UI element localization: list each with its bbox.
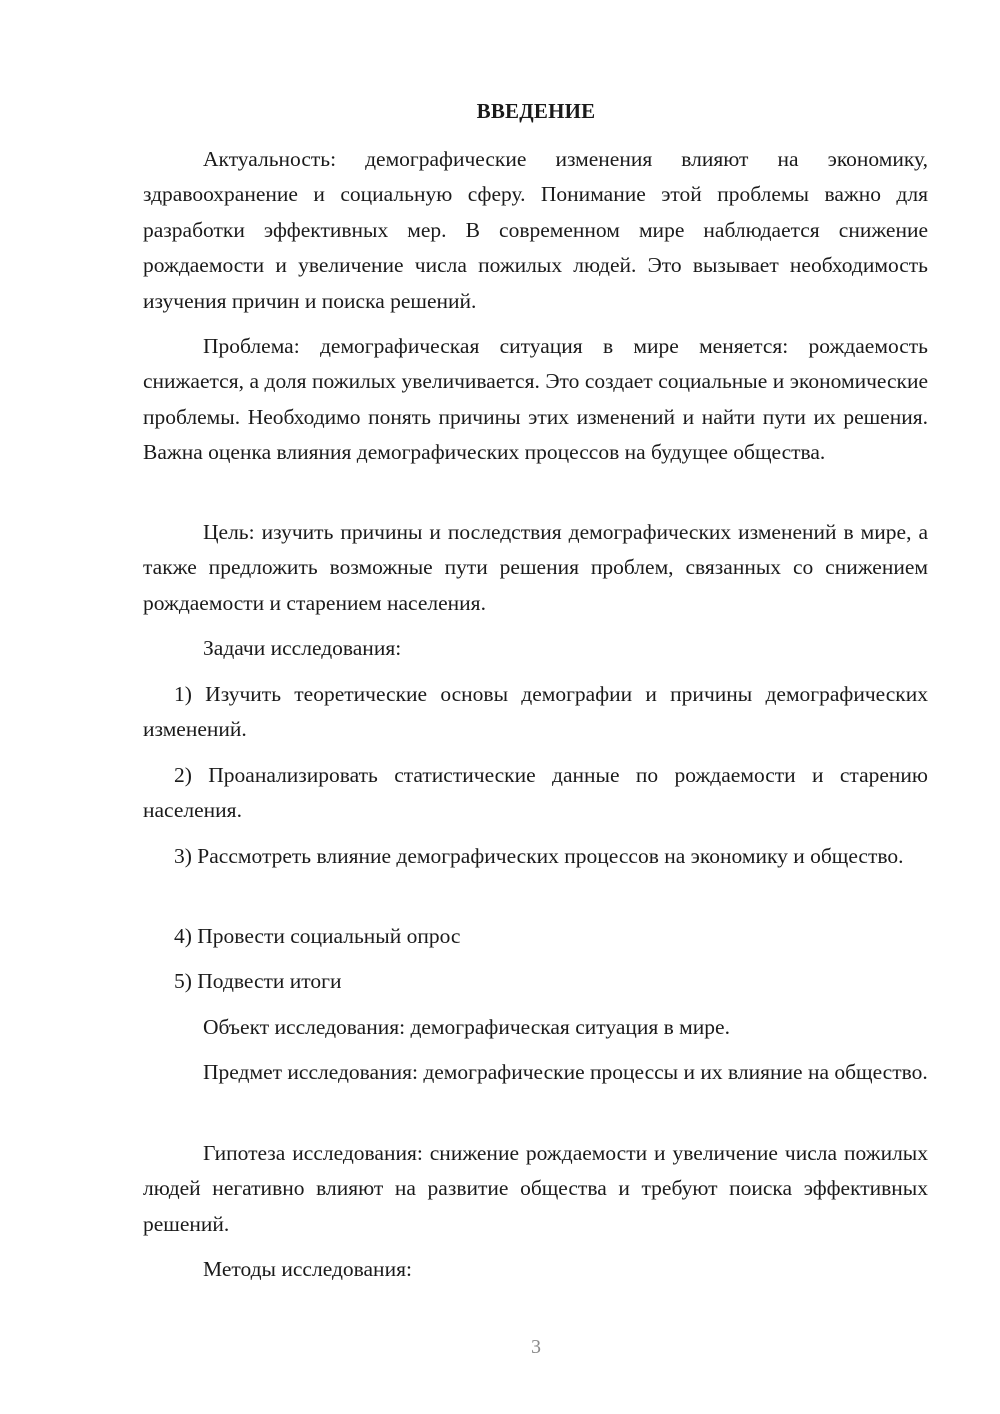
list-item: 5) Подвести итоги bbox=[174, 969, 342, 993]
task-item-2 bbox=[143, 758, 928, 829]
page-number: 3 bbox=[531, 1336, 541, 1358]
paragraph-relevance bbox=[143, 142, 928, 319]
list-item: 4) Провести социальный опрос bbox=[174, 924, 461, 948]
paragraph-methods bbox=[143, 1252, 928, 1287]
paragraph: Актуальность: демографические изменения влияют на экономику, здравоохранение и социальную сферу. Понимание этой проблемы важно для разработки эффективных мер. В современном мире наблюдается снижение рождаемости и увеличение числа пожилых людей. Это вызывает необходимость изучения причин и поиска решений. bbox=[143, 147, 928, 313]
paragraph: Объект исследования: демографическая ситуация в мире. bbox=[203, 1015, 730, 1039]
paragraph: Методы исследования: bbox=[203, 1257, 412, 1281]
task-item-3 bbox=[143, 839, 928, 874]
section-title: ВВЕДЕНИЕ bbox=[476, 99, 596, 123]
list-item: 1) Изучить теоретические основы демографии и причины демографических изменений. bbox=[143, 682, 928, 742]
task-item-4 bbox=[143, 919, 928, 954]
paragraph: Цель: изучить причины и последствия демографических изменений в мире, а также предложить возможные пути решения проблем, связанных со снижением рождаемости и старением населения. bbox=[143, 520, 928, 615]
list-item: 3) Рассмотреть влияние демографических процессов на экономику и общество. bbox=[174, 844, 904, 868]
task-item-5 bbox=[143, 964, 928, 999]
paragraph-tasks-heading bbox=[143, 631, 928, 666]
paragraph-problem bbox=[143, 329, 928, 471]
list-item: 2) Проанализировать статистические данные по рождаемости и старению населения. bbox=[143, 763, 928, 823]
paragraph: Предмет исследования: демографические процессы и их влияние на общество. bbox=[203, 1060, 928, 1084]
paragraph-subject bbox=[143, 1055, 928, 1090]
paragraph: Задачи исследования: bbox=[203, 636, 402, 660]
paragraph: Гипотеза исследования: снижение рождаемости и увеличение числа пожилых людей негативно влияют на развитие общества и требуют поиска эффективных решений. bbox=[143, 1141, 928, 1236]
paragraph-hypothesis bbox=[143, 1136, 928, 1242]
paragraph: Проблема: демографическая ситуация в мире меняется: рождаемость снижается, а доля пожилых увеличивается. Это создает социальные и экономические проблемы. Необходимо понять причины этих изменений и найти пути их решения. Важна оценка влияния демографических процессов на будущее общества. bbox=[143, 334, 928, 465]
task-item-1 bbox=[143, 677, 928, 748]
paragraph-goal bbox=[143, 515, 928, 621]
paragraph-object bbox=[143, 1010, 928, 1045]
